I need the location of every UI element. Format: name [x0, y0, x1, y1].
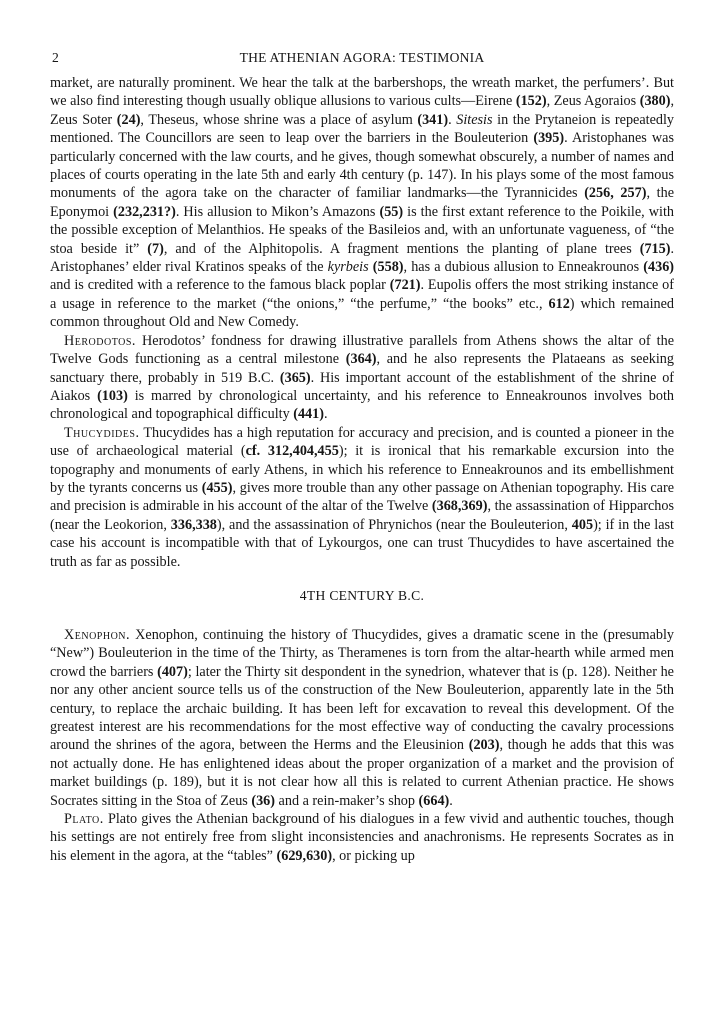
author-name-plato: Plato.	[64, 811, 104, 828]
author-name-thucydides: Thucydides.	[64, 424, 140, 441]
author-name-xenophon: Xenophon.	[64, 626, 131, 643]
author-name-herodotos: Herodotos.	[64, 332, 136, 349]
paragraph-thucydides: Thucydides. Thucydides has a high reputation for accuracy and precision, and is counted a pioneer in the use of archaeological material (cf. 312,404,455); it is ironical that his remarkable excursion into the topography and monuments of early Athens, in which his reference to Enneakrounos and its embellishment by the tyrants concerns us (455), gives more trouble than any other passage on Athenian topography. His care and precision is admirable in his account of the altar of the Twelve (368,369), the assassination of Hipparchos (near the Leokorion, 336,338), and the assassination of Phrynichos (near the Bouleuterion, 405); if in the last case his account is incompatible with that of Lykourgos, one can trust Thucydides to have ascertained the truth as far as possible.	[50, 424, 675, 570]
running-title: THE ATHENIAN AGORA: TESTIMONIA	[239, 50, 485, 65]
paragraph-plato: Plato. Plato gives the Athenian background of his dialogues in a few vivid and authentic touches, though his settings are not entirely free from slight inconsistencies and anachronisms. He represents Socrates as in his element in the agora, at the “tables” (629,630), or picking up	[50, 811, 674, 864]
running-header	[50, 50, 674, 74]
page	[50, 50, 674, 865]
paragraph-herodotos: Herodotos. Herodotos’ fondness for drawing illustrative parallels from Athens shows the altar of the Twelve Gods functioning as a central milestone (364), and he also represents the Plataeans as seeking sanctuary there, probably in 519 B.C. (365). His important account of the establishment of the shrine of Aiakos (103) is marred by chronological uncertainty, and his reference to Enneakrounos involves both chronological and topographical difficulty (441).	[50, 332, 675, 423]
section-heading: 4TH CENTURY B.C.	[299, 587, 425, 603]
paragraph-xenophon: Xenophon. Xenophon, continuing the history of Thucydides, gives a dramatic scene in the (presumably “New”) Bouleuterion in the time of the Thirty, as Theramenes is torn from the altar-hearth while armed men crowd the barriers (407); later the Thirty sit despondent in the synedrion, whatever that is (p. 128). Neither he nor any other ancient source tells us of the construction of the New Bouleuterion, apparently late in the 5th century, to replace the archaic building. It has been left for excavation to reveal this development. Of the greatest interest are his recommendations for the most effective way of conducting the cavalry processions around the shrines of the agora, between the Herms and the Eleusinion (203), though he adds that this was not actually done. He has enlightened ideas about the proper organization of a market and the provision of market buildings (p. 189), but it is not clear how all this is related to current Athenian practice. He shows Socrates sitting in the Stoa of Zeus (36) and a rein-maker’s shop (664).	[50, 626, 674, 809]
page-number: 2	[52, 50, 59, 65]
paragraph-aristophanes: market, are naturally prominent. We hear the talk at the barbershops, the wreath market, the perfumers’. But we also find interesting though usually oblique allusions to various cults—Eirene (152), Zeus Agoraios (380), Zeus Soter (24), Theseus, whose shrine was a place of asylum (341). Sitesis in the Prytaneion is repeatedly mentioned. The Councillors are seen to leap over the barriers in the Bouleuterion (395). Aristophanes was particularly concerned with the law courts, and he gives, though somewhat obscurely, a number of names and places of courts operating in the late 5th and early 4th century (p. 147). In his plays some of the most famous monuments of the agora take on the character of familiar landmarks—the Tyrannicides (256, 257), the Eponymoi (232,231?). His allusion to Mikon’s Amazons (55) is the first extant reference to the Poikile, with the possible exception of Melanthios. He speaks of the Basileios and, with an unfortunate vagueness, of “the stoa beside it” (7), and of the Alphitopolis. A fragment mentions the planting of plane trees (715). Aristophanes’ elder rival Kratinos speaks of the kyrbeis (558), has a dubious allusion to Enneakrounos (436) and is credited with a reference to the famous black poplar (721). Eupolis offers the most striking instance of a usage in reference to the market (“the onions,” “the perfume,” “the books” etc., 612) which remained common throughout Old and New Comedy.	[50, 75, 675, 331]
